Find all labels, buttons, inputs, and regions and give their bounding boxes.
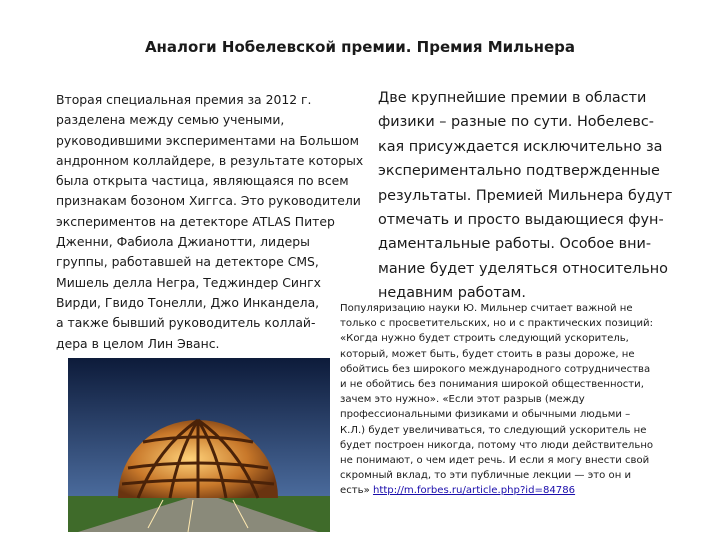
quote-line: Популяризацию науки Ю. Мильнер считает важной не: [340, 303, 633, 314]
quote-line: скромный вклад, то эти публичные лекции — это он и: [340, 470, 632, 482]
left-text-line: Дженни, Фабиола Джианотти, лидеры: [56, 234, 310, 250]
right-text-line: недавним работам.: [378, 285, 526, 302]
quote-line: который, может быть, будет стоить в разы дороже, не: [340, 348, 635, 360]
quote-line: не понимают, о чем идет речь. И если я могу внести свой: [340, 455, 650, 467]
left-text-line: а также бывший руководитель коллай-: [56, 315, 316, 331]
left-text-line: дера в целом Лин Эванс.: [56, 335, 220, 351]
right-text-line: даментальные работы. Особое вни-: [378, 236, 652, 253]
right-text-block: [378, 86, 673, 306]
quote-last-line: [340, 483, 680, 498]
quote-line: К.Л.) будет увеличиваться, то следующий ускоритель не: [340, 424, 647, 436]
globe-of-science-image: [68, 358, 330, 532]
left-text-line: Вирди, Гвидо Тонелли, Джо Инкандела,: [56, 294, 320, 310]
quote-line: и не обойтись без понимания широкой общественности,: [340, 379, 644, 391]
globe-photo: [68, 358, 330, 532]
right-text-line: мание будет уделяться относительно: [378, 260, 668, 277]
quote-line: только с просветительских, но и с практических позиций:: [340, 318, 654, 330]
quote-line: «Когда нужно будет строить следующий ускоритель,: [340, 333, 629, 345]
quote-line: профессиональными физиками и обычными людьми –: [340, 409, 631, 421]
left-text-line: экспериментов на детекторе ATLAS Питер: [56, 213, 335, 229]
quote-block: [340, 301, 680, 499]
forbes-link[interactable]: http://m.forbes.ru/article.php?id=84786: [372, 485, 576, 497]
slide-title: Аналоги Нобелевской премии. Премия Мильнера: [144, 38, 576, 56]
right-text-line: отмечать и просто выдающиеся фун-: [378, 212, 664, 229]
quote-line: зачем это нужно». «Если этот разрыв (между: [340, 394, 585, 406]
right-text-line: экспериментально подтвержденные: [378, 163, 660, 180]
quote-line: будет построен никогда, потому что люди действительно: [340, 439, 654, 451]
left-text-line: Вторая специальная премия за 2012 г.: [56, 92, 312, 107]
left-text-line: Мишель делла Негра, Теджиндер Сингх: [56, 274, 321, 290]
left-text-line: была открыта частица, являющаяся по всем: [56, 173, 349, 189]
left-text-line: разделена между семью учеными,: [56, 112, 285, 128]
left-text-block: [56, 90, 366, 354]
left-text-line: андронном коллайдере, в результате которых: [56, 152, 364, 168]
left-text-line: группы, работавшей на детекторе CMS,: [56, 254, 319, 270]
left-text-line: руководившими экспериментами на Большом: [56, 132, 359, 148]
right-text-line: кая присуждается исключительно за: [378, 138, 663, 155]
quote-line: обойтись без широкого международного сотрудничества: [340, 363, 651, 375]
quote-last-prefix: есть»: [340, 485, 373, 497]
right-text-line: физики – разные по сути. Нобелевс-: [378, 114, 654, 131]
right-text-line: Две крупнейшие премии в области: [378, 90, 647, 106]
right-text-line: результаты. Премией Мильнера будут: [378, 187, 673, 204]
left-text-line: признакам бозоном Хиггса. Это руководители: [56, 193, 361, 209]
